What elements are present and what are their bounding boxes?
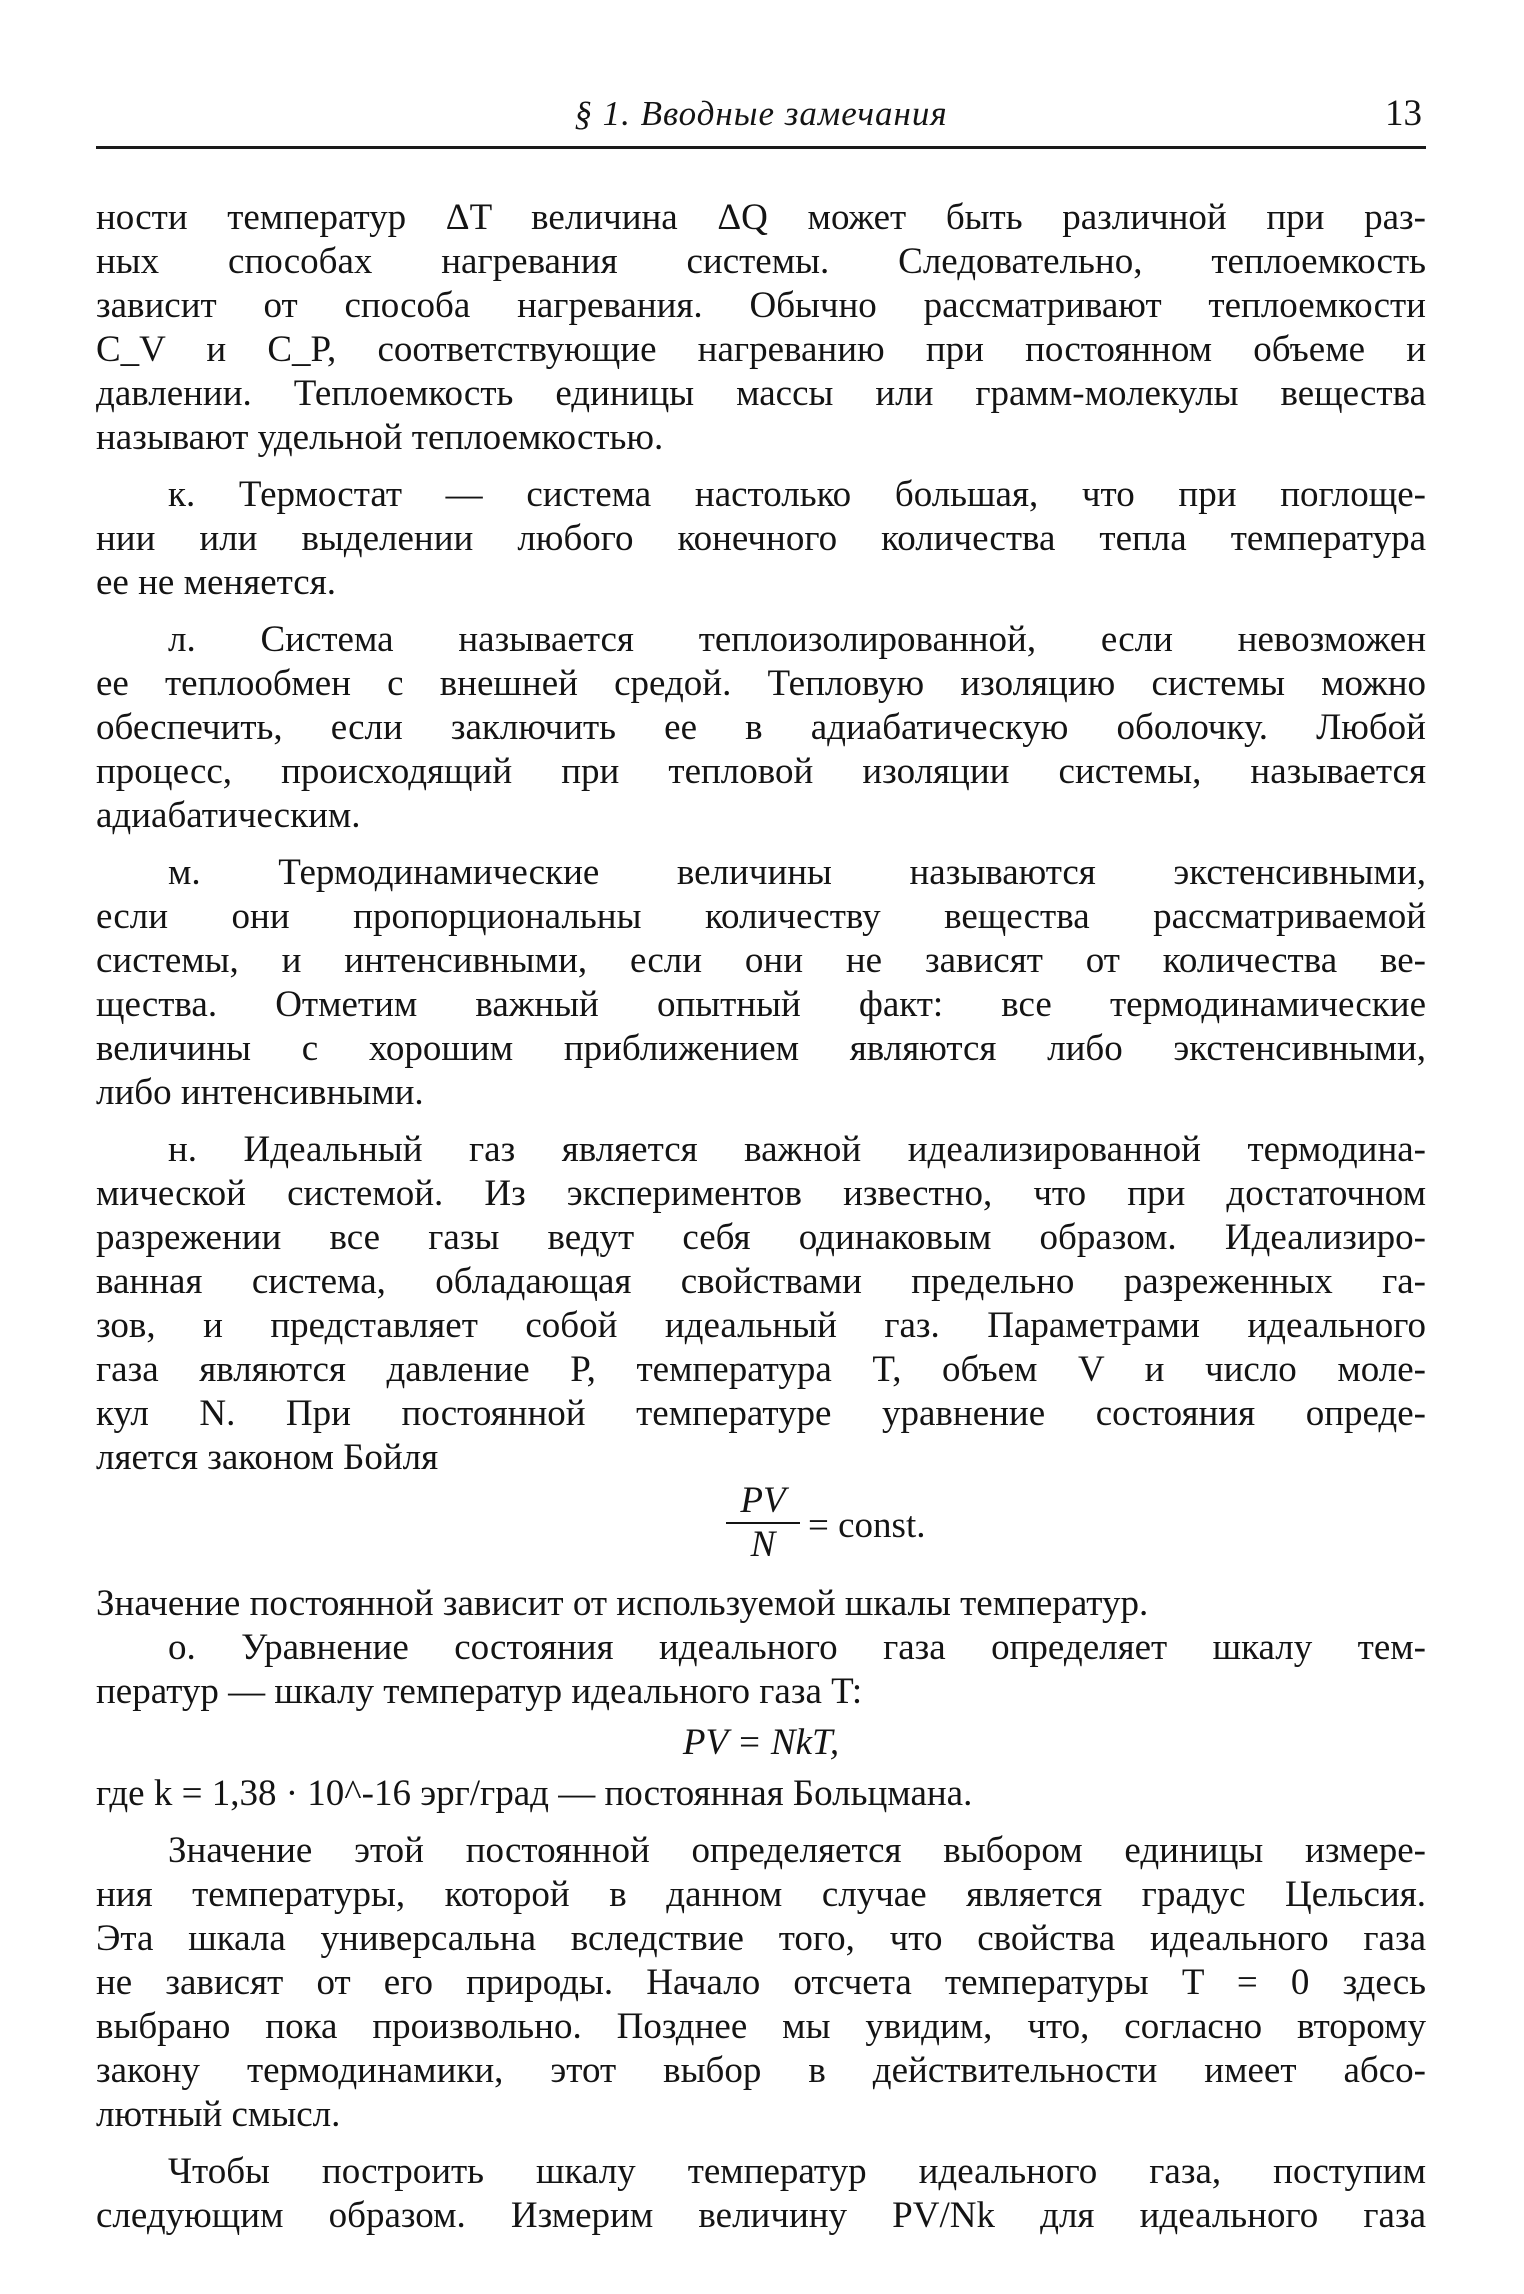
fraction-numerator: PV <box>740 1480 786 1521</box>
paragraph-o: о. Уравнение состояния идеального газа определяет шкалу тем- <box>168 1627 1426 1668</box>
text-line: ее теплообмен с внешней средой. Тепловую изоляцию системы можно <box>96 663 1426 704</box>
paragraph-m: м. Термодинамические величины называются экстенсивными, <box>168 852 1426 893</box>
text-line: процесс, происходящий при тепловой изоляции системы, называется <box>96 751 1426 792</box>
text-line: зов, и представляет собой идеальный газ. Параметрами идеального <box>96 1305 1426 1346</box>
fraction <box>726 1480 800 1566</box>
text-line: закону термодинамики, этот выбор в действительности имеет абсо- <box>96 2050 1426 2091</box>
text-line: нии или выделении любого конечного количества тепла температура <box>96 518 1426 559</box>
text-line: величины с хорошим приближением являются либо экстенсивными, <box>96 1028 1426 1069</box>
text-line: обеспечить, если заключить ее в адиабатическую оболочку. Любой <box>96 707 1426 748</box>
boyle-law-formula <box>96 1480 1426 1582</box>
text-line: газа являются давление P, температура T, объем V и число моле- <box>96 1349 1426 1390</box>
text-line: ванная система, обладающая свойствами предельно разреженных га- <box>96 1261 1426 1302</box>
running-title: § 1. Вводные замечания <box>574 94 948 133</box>
running-header <box>96 92 1426 149</box>
text-line: называют удельной теплоемкостью. <box>96 417 664 458</box>
text-line: следующим образом. Измерим величину PV/Nk для идеального газа <box>96 2195 1426 2236</box>
text-line: Эта шкала универсальна вследствие того, что свойства идеального газа <box>96 1918 1426 1959</box>
text-line: ных способах нагревания системы. Следовательно, теплоемкость <box>96 241 1426 282</box>
text-line: ляется законом Бойля <box>96 1437 439 1478</box>
fraction-rhs: = const. <box>808 1505 926 1546</box>
text-line: лютный смысл. <box>96 2094 341 2135</box>
text-line: ее не меняется. <box>96 562 336 603</box>
text-line: давлении. Теплоемкость единицы массы или грамм-молекулы вещества <box>96 373 1426 414</box>
text-line: Значение постоянной зависит от используемой шкалы температур. <box>96 1583 1149 1624</box>
text-line: зависит от способа нагревания. Обычно рассматривают теплоемкости <box>96 285 1426 326</box>
text-line: кул N. При постоянной температуре уравнение состояния опреде- <box>96 1393 1426 1434</box>
paragraph-n: н. Идеальный газ является важной идеализированной термодина- <box>168 1129 1426 1170</box>
text-line: системы, и интенсивными, если они не зависят от количества ве- <box>96 940 1426 981</box>
text-line: C_V и C_P, соответствующие нагреванию при постоянном объеме и <box>96 329 1426 370</box>
text-line: где k = 1,38 · 10^-16 эрг/град — постоянная Больцмана. <box>96 1773 973 1814</box>
fraction-denominator: N <box>750 1524 776 1565</box>
text-line: мической системой. Из экспериментов известно, что при достаточном <box>96 1173 1426 1214</box>
text-line: ности температур ΔT величина ΔQ может быть различной при раз- <box>96 197 1426 238</box>
text-line: если они пропорциональны количеству вещества рассматриваемой <box>96 896 1426 937</box>
text-line: разрежении все газы ведут себя одинаковым образом. Идеализиро- <box>96 1217 1426 1258</box>
text-line: выбрано пока произвольно. Позднее мы увидим, что, согласно второму <box>96 2006 1426 2047</box>
text-line: ния температуры, которой в данном случае является градус Цельсия. <box>96 1874 1426 1915</box>
text-line: не зависят от его природы. Начало отсчета температуры T = 0 здесь <box>96 1962 1426 2003</box>
text-line: либо интенсивными. <box>96 1072 424 1113</box>
paragraph-k: к. Термостат — система настолько большая, что при поглоще- <box>168 474 1426 515</box>
ideal-gas-equation: PV = NkT, <box>682 1722 840 1763</box>
text-line: ператур — шкалу температур идеального газа T: <box>96 1671 863 1712</box>
paragraph: Значение этой постоянной определяется выбором единицы измере- <box>168 1830 1426 1871</box>
page-number: 13 <box>1385 93 1422 134</box>
text-line: щества. Отметим важный опытный факт: все термодинамические <box>96 984 1426 1025</box>
paragraph-l: л. Система называется теплоизолированной, если невозможен <box>168 619 1426 660</box>
text-line: адиабатическим. <box>96 795 361 836</box>
paragraph: Чтобы построить шкалу температур идеального газа, поступим <box>168 2151 1426 2192</box>
main-text <box>96 196 1426 2238</box>
